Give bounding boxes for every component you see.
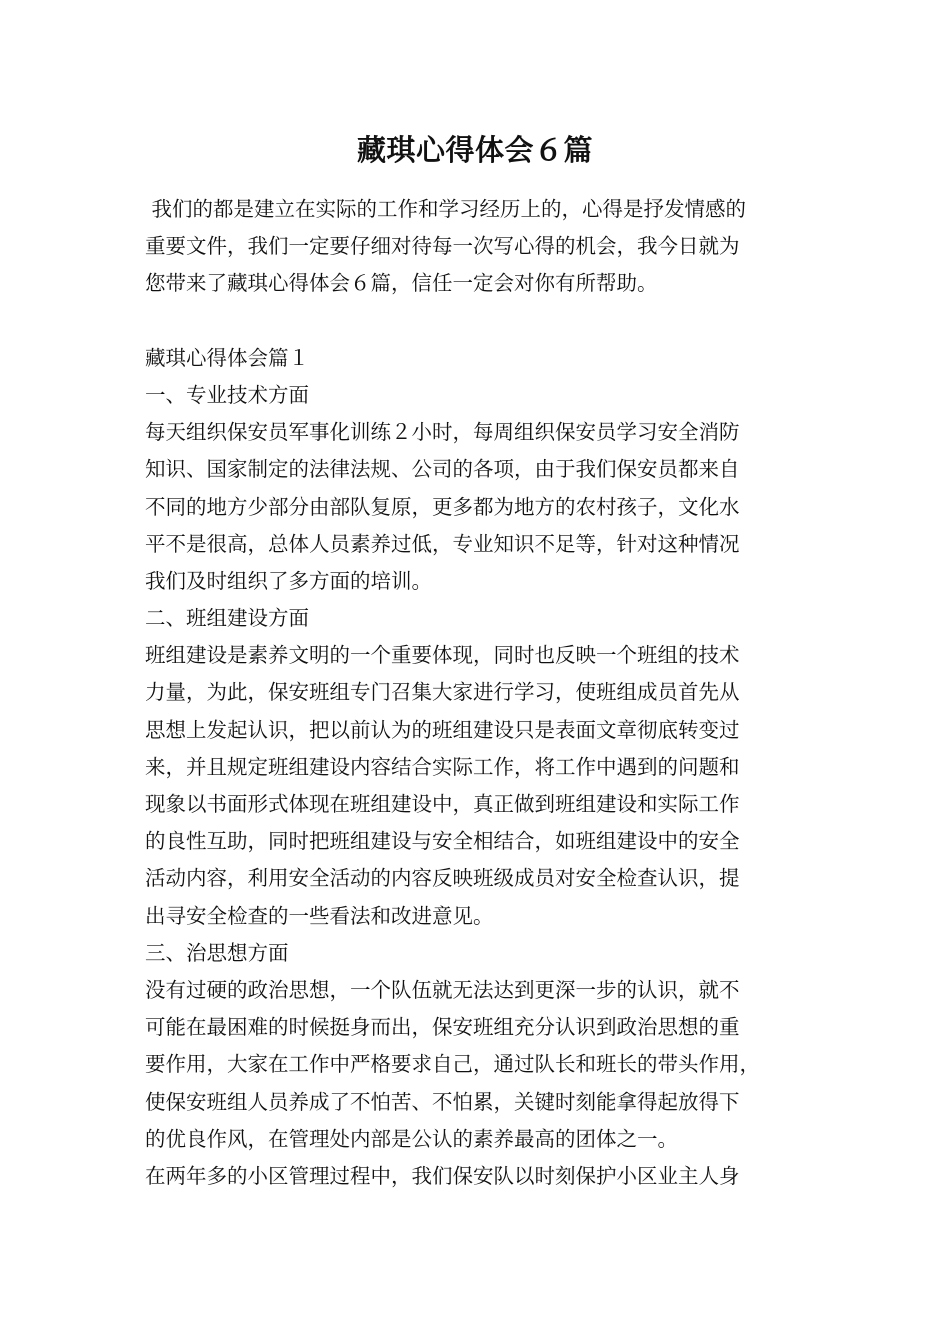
document-body [145,191,815,1195]
part1-line: 知识、国家制定的法律法规、公司的各项，由于我们保安员都来自 [145,457,740,482]
intro-line: 我们的都是建立在实际的工作和学习经历上的，心得是抒发情感的 [145,197,747,221]
part3-line: 使保安班组人员养成了不怕苦、不怕累，关键时刻能拿得起放得下 [145,1089,740,1114]
part2-line: 来，并且规定班组建设内容结合实际工作，将工作中遇到的问题和 [145,754,740,779]
part1-line: 平不是很高，总体人员素养过低，专业知识不足等，针对这种情况 [145,531,740,556]
part2-line: 出寻安全检查的一些看法和改进意见。 [145,903,494,928]
part1-line: 每天组织保安员军事化训练２小时，每周组织保安员学习安全消防 [145,420,740,445]
part3-line: 没有过硬的政治思想，一个队伍就无法达到更深一步的认识，就不 [145,977,740,1002]
part3-line: 在两年多的小区管理过程中，我们保安队以时刻保护小区业主人身 [145,1163,740,1188]
part1-line: 不同的地方少部分由部队复原，更多都为地方的农村孩子，文化水 [145,494,740,519]
paragraph-gap [145,303,815,340]
part2-line: 班组建设是素养文明的一个重要体现，同时也反映一个班组的技术 [145,643,740,668]
part2-line: 活动内容，利用安全活动的内容反映班级成员对安全检查认识，提 [145,866,740,891]
part2-line: 思想上发起认识，把以前认为的班组建设只是表面文章彻底转变过 [145,717,740,742]
part3-heading: 三、治思想方面 [145,940,289,965]
intro-line: 重要文件，我们一定要仔细对待每一次写心得的机会，我今日就为 [145,234,740,259]
intro-line: 您带来了藏琪心得体会６篇，信任一定会对你有所帮助。 [145,271,658,296]
part2-line: 的良性互助，同时把班组建设与安全相结合，如班组建设中的安全 [145,829,740,854]
document-title: 藏琪心得体会６篇 [356,133,593,167]
part1-heading: 一、专业技术方面 [145,382,309,407]
part2-line: 力量，为此，保安班组专门召集大家进行学习，使班组成员首先从 [145,680,740,705]
part3-line: 的优良作风，在管理处内部是公认的素养最高的团体之一。 [145,1126,678,1151]
part2-line: 现象以书面形式体现在班组建设中，真正做到班组建设和实际工作 [145,792,740,816]
part3-line: 可能在最困难的时候挺身而出，保安班组充分认识到政治思想的重 [145,1015,740,1040]
part1-line: 我们及时组织了多方面的培训。 [145,568,432,593]
section-heading: 藏琪心得体会篇１ [145,345,309,370]
part3-line: 要作用，大家在工作中严格要求自己，通过队长和班长的带头作用， [145,1052,760,1077]
part2-heading: 二、班组建设方面 [145,606,309,631]
